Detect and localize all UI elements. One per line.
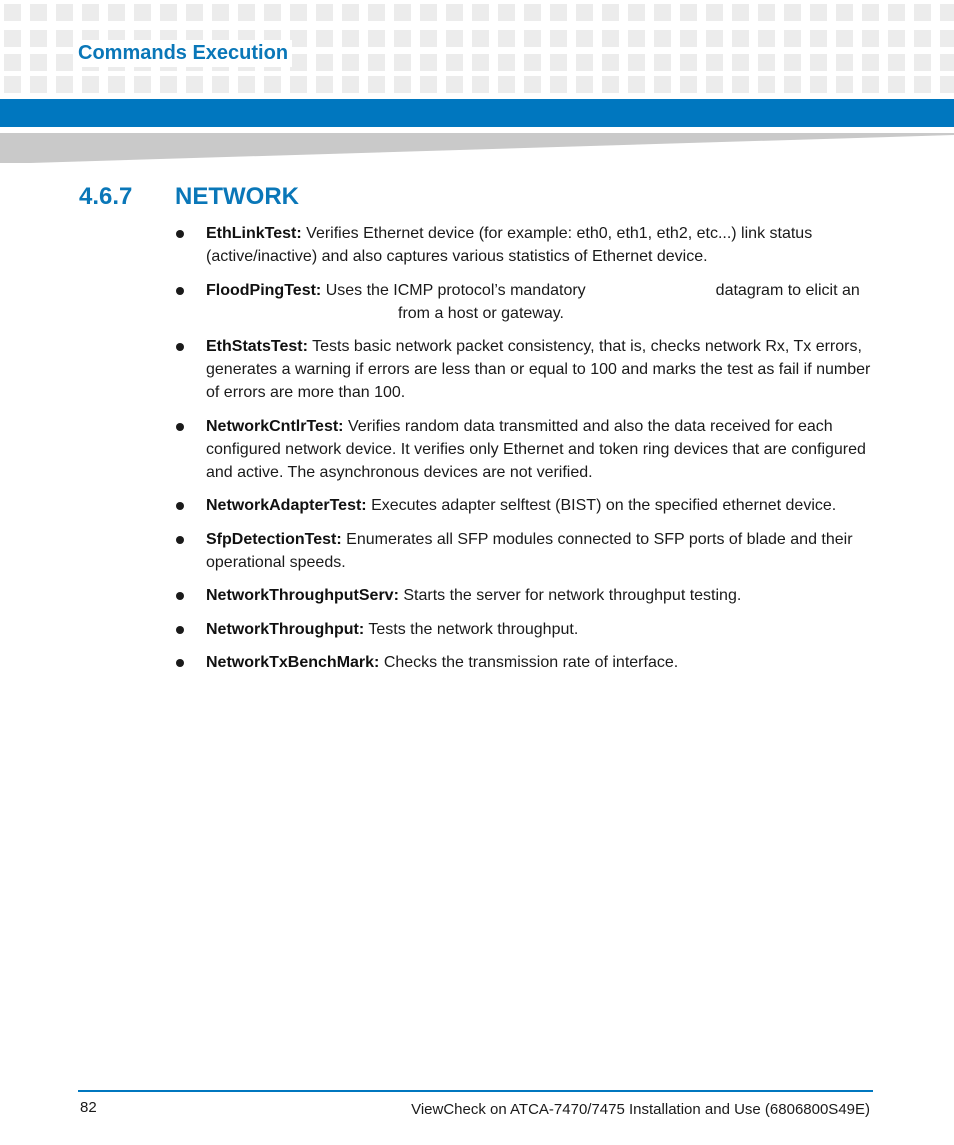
pattern-square [550, 76, 567, 93]
bullet-icon [176, 536, 184, 544]
item-term: NetworkCntlrTest: [206, 417, 344, 435]
section-number: 4.6.7 [79, 183, 133, 210]
item-term: EthStatsTest: [206, 338, 308, 355]
pattern-square [940, 54, 954, 71]
item-term: EthLinkTest: [206, 225, 302, 242]
bullet-icon [176, 423, 184, 431]
pattern-square [888, 76, 905, 93]
pattern-square [420, 54, 437, 71]
pattern-square [108, 4, 125, 21]
pattern-square [862, 30, 879, 47]
pattern-square [368, 54, 385, 71]
pattern-square [498, 76, 515, 93]
pattern-square [4, 76, 21, 93]
pattern-square [836, 54, 853, 71]
bullet-icon [176, 592, 184, 600]
item-description: Verifies random data transmitted and also the data received for each configured network device. It verifies only Ethernet and token ring devices that are configured and active. The asynchronous devices are not verified. [206, 417, 866, 481]
item-term: NetworkThroughputServ: [206, 587, 399, 604]
item-term: NetworkThroughput: [206, 620, 365, 638]
pattern-square [706, 4, 723, 21]
item-description: Tests basic network packet consistency, that is, checks network Rx, Tx errors, generates a warning if errors are less than or equal to 100 and marks the test as fail if number of errors are more than 100. [206, 338, 871, 401]
pattern-square [316, 54, 333, 71]
pattern-square [342, 4, 359, 21]
pattern-square [264, 4, 281, 21]
pattern-square [290, 54, 307, 71]
pattern-square [498, 4, 515, 21]
pattern-square [472, 54, 489, 71]
bullet-icon [176, 287, 184, 295]
pattern-square [732, 30, 749, 47]
pattern-square [446, 76, 463, 93]
pattern-square [212, 76, 229, 93]
pattern-square [914, 4, 931, 21]
list-item [170, 584, 875, 607]
pattern-square [628, 30, 645, 47]
bullet-icon [176, 343, 184, 351]
pattern-square [576, 76, 593, 93]
pattern-square [914, 30, 931, 47]
pattern-square [186, 4, 203, 21]
pattern-square [654, 30, 671, 47]
pattern-square [654, 4, 671, 21]
pattern-square [446, 4, 463, 21]
pattern-square [4, 4, 21, 21]
item-description-end: from a host or gateway. [398, 304, 564, 322]
pattern-square [498, 30, 515, 47]
pattern-square [680, 76, 697, 93]
list-item [170, 415, 875, 484]
pattern-square [134, 76, 151, 93]
pattern-square [186, 76, 203, 93]
pattern-square [420, 4, 437, 21]
pattern-square [888, 30, 905, 47]
pattern-square [394, 76, 411, 93]
pattern-square [654, 76, 671, 93]
bullet-icon [176, 502, 184, 510]
list-item [170, 222, 875, 268]
pattern-square [212, 4, 229, 21]
pattern-square [30, 54, 47, 71]
pattern-square [394, 54, 411, 71]
pattern-square [602, 76, 619, 93]
pattern-square [290, 4, 307, 21]
pattern-square [680, 54, 697, 71]
pattern-square [30, 30, 47, 47]
bullet-icon [176, 626, 184, 634]
pattern-square [576, 54, 593, 71]
pattern-square [368, 76, 385, 93]
pattern-square [56, 76, 73, 93]
pattern-square [862, 76, 879, 93]
pattern-square [550, 4, 567, 21]
pattern-square [82, 4, 99, 21]
pattern-square [680, 4, 697, 21]
pattern-square [706, 76, 723, 93]
pattern-square [56, 54, 73, 71]
pattern-square [524, 4, 541, 21]
running-section-title: Commands Execution [78, 40, 292, 67]
pattern-square [342, 76, 359, 93]
item-description: Uses the ICMP protocol’s mandatory [325, 281, 586, 299]
pattern-square [160, 76, 177, 93]
pattern-square [56, 30, 73, 47]
pattern-square [446, 54, 463, 71]
footer-document-title: ViewCheck on ATCA-7470/7475 Installation and Use (6806800S49E) [411, 1101, 870, 1118]
pattern-square [394, 4, 411, 21]
pattern-square [758, 30, 775, 47]
pattern-square [524, 30, 541, 47]
item-term: NetworkTxBenchMark: [206, 654, 380, 671]
pattern-square [810, 4, 827, 21]
pattern-square [940, 76, 954, 93]
item-term: SfpDetectionTest: [206, 530, 342, 548]
pattern-square [758, 76, 775, 93]
pattern-square [602, 4, 619, 21]
pattern-square [810, 54, 827, 71]
list-item [170, 651, 875, 674]
pattern-square [4, 30, 21, 47]
pattern-square [940, 4, 954, 21]
pattern-square [732, 4, 749, 21]
pattern-square [108, 76, 125, 93]
header-blue-band [0, 99, 954, 127]
pattern-square [316, 4, 333, 21]
item-description: Executes adapter selftest (BIST) on the specified ethernet device. [371, 497, 837, 514]
pattern-square [238, 76, 255, 93]
pattern-square [862, 54, 879, 71]
item-description: Verifies Ethernet device (for example: eth0, eth1, eth2, etc...) link status (active/inactive) and also captures various statistics of Ethernet device. [206, 225, 813, 265]
pattern-square [654, 54, 671, 71]
pattern-square [602, 54, 619, 71]
list-item [170, 528, 875, 574]
item-description: Tests the network throughput. [368, 620, 579, 638]
pattern-square [316, 76, 333, 93]
pattern-square [914, 76, 931, 93]
list-item [170, 618, 875, 641]
pattern-square [472, 30, 489, 47]
list-item [170, 335, 875, 404]
pattern-square [680, 30, 697, 47]
pattern-square [342, 30, 359, 47]
pattern-square [134, 4, 151, 21]
item-description: Checks the transmission rate of interface. [383, 654, 679, 671]
pattern-square [784, 54, 801, 71]
header-gray-wedge [0, 127, 954, 163]
pattern-square [524, 76, 541, 93]
pattern-square [732, 76, 749, 93]
pattern-square [784, 76, 801, 93]
list-item [170, 494, 875, 517]
pattern-square [394, 30, 411, 47]
pattern-square [264, 76, 281, 93]
pattern-square [888, 54, 905, 71]
pattern-square [82, 76, 99, 93]
item-description-cont: datagram to elicit an [715, 281, 860, 299]
list-item [170, 279, 875, 325]
item-term: FloodPingTest: [206, 281, 322, 299]
pattern-square [706, 30, 723, 47]
pattern-square [524, 54, 541, 71]
test-list [170, 222, 875, 685]
pattern-square [914, 54, 931, 71]
pattern-square [56, 4, 73, 21]
pattern-square [784, 4, 801, 21]
pattern-square [420, 76, 437, 93]
pattern-square [576, 4, 593, 21]
section-heading [79, 183, 299, 211]
pattern-square [238, 4, 255, 21]
pattern-square [758, 4, 775, 21]
section-title: NETWORK [175, 183, 299, 210]
pattern-square [862, 4, 879, 21]
pattern-square [810, 76, 827, 93]
pattern-square [160, 4, 177, 21]
page-number: 82 [80, 1099, 97, 1116]
pattern-square [810, 30, 827, 47]
pattern-square [446, 30, 463, 47]
pattern-square [316, 30, 333, 47]
pattern-square [290, 76, 307, 93]
bullet-icon [176, 659, 184, 667]
pattern-square [628, 76, 645, 93]
pattern-square [550, 54, 567, 71]
pattern-square [472, 4, 489, 21]
pattern-square [758, 54, 775, 71]
item-description: Starts the server for network throughput testing. [403, 587, 742, 604]
pattern-square [368, 30, 385, 47]
pattern-square [30, 4, 47, 21]
pattern-square [628, 4, 645, 21]
pattern-square [30, 76, 47, 93]
pattern-square [836, 30, 853, 47]
item-description: Enumerates all SFP modules connected to SFP ports of blade and their operational speeds. [206, 530, 853, 571]
pattern-square [472, 76, 489, 93]
pattern-square [4, 54, 21, 71]
pattern-square [888, 4, 905, 21]
pattern-square [290, 30, 307, 47]
pattern-square [498, 54, 515, 71]
pattern-square [784, 30, 801, 47]
footer-rule [78, 1090, 873, 1092]
pattern-square [576, 30, 593, 47]
pattern-square [732, 54, 749, 71]
pattern-square [836, 76, 853, 93]
pattern-square [602, 30, 619, 47]
pattern-square [368, 4, 385, 21]
bullet-icon [176, 230, 184, 238]
pattern-square [940, 30, 954, 47]
pattern-square [706, 54, 723, 71]
pattern-square [550, 30, 567, 47]
pattern-square [836, 4, 853, 21]
pattern-square [628, 54, 645, 71]
pattern-square [420, 30, 437, 47]
pattern-square [342, 54, 359, 71]
item-term: NetworkAdapterTest: [206, 497, 367, 514]
